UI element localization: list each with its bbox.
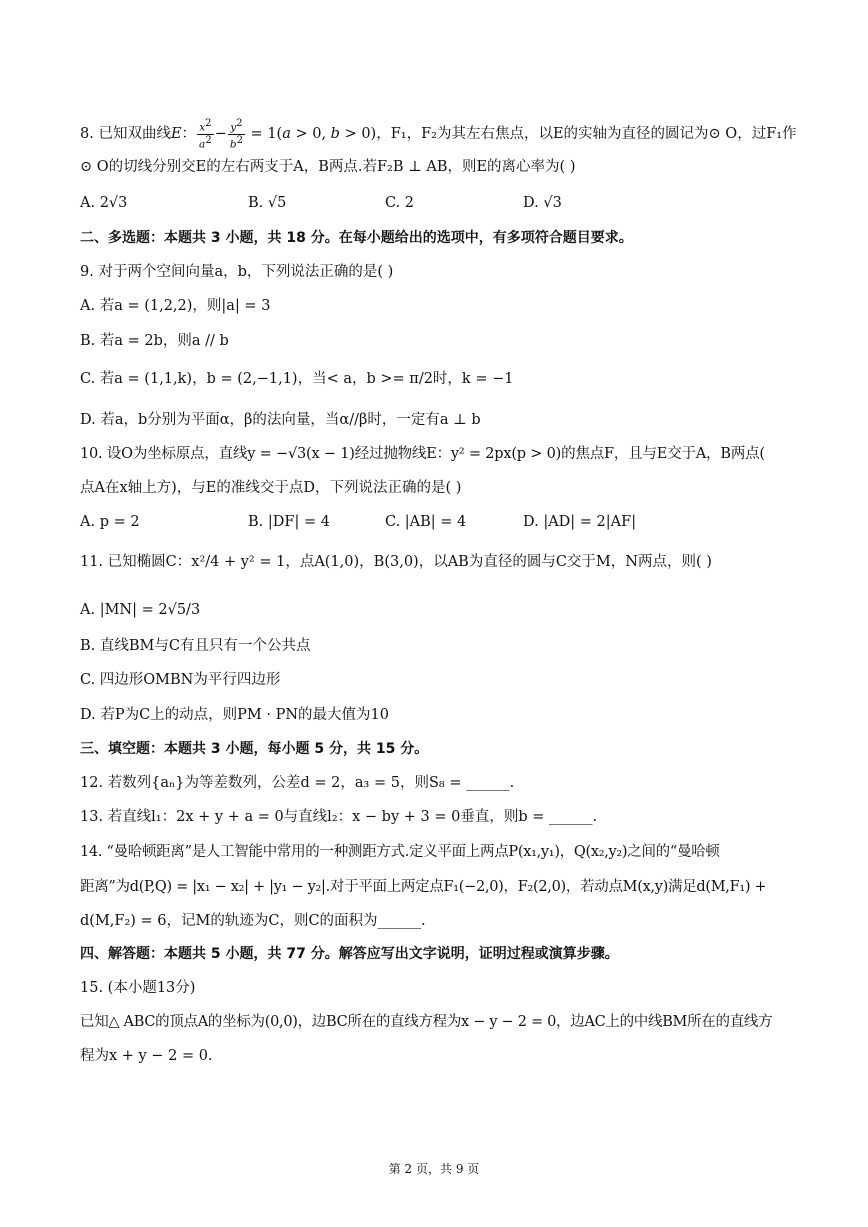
q11-option-a: A. |MN| = 2√5/3 xyxy=(80,602,201,618)
q8-frac-y: $\frac{y^2}{b^2}$ xyxy=(229,118,243,150)
q10-option-d: D. |AD| = 2|AF| xyxy=(523,514,637,530)
q8-option-c: C. 2 xyxy=(385,195,415,211)
q15-line-1: 已知△ ABC的顶点A的坐标为(0,0)，边BC所在的直线方程为x − y − 2 = 0，边AC上的中线BM所在的直线方 xyxy=(80,1014,773,1030)
q12-text: 12. 若数列{aₙ}为等差数列，公差d = 2，a₃ = 5，则S₈ = ______. xyxy=(80,775,515,791)
q8-line-2: ⊙ O的切线分别交E的左右两支于A，B两点.若F₂B ⊥ AB，则E的离心率为( ) xyxy=(80,159,576,175)
q15-line-2: 程为x + y − 2 = 0. xyxy=(80,1048,213,1064)
section-4-heading: 四、解答题：本题共 5 小题，共 77 分。解答应写出文字说明，证明过程或演算步骤。 xyxy=(80,946,619,962)
q10-line-2: 点A在x轴上方)，与E的准线交于点D，下列说法正确的是( ) xyxy=(80,480,462,496)
q14-line-2: 距离”为d(P,Q) = |x₁ − x₂| + |y₁ − y₂|.对于平面上两定点F₁(−2,0)，F₂(2,0)，若动点M(x,y)满足d(M,F₁) + xyxy=(80,879,767,895)
q8-stem-rest: ，F₁，F₂为其左右焦点，以E的实轴为直径的圆记为⊙ O，过F₁作 xyxy=(376,126,797,142)
section-3-heading: 三、填空题：本题共 3 小题，每小题 5 分，共 15 分。 xyxy=(80,741,429,757)
q9-option-b: B. 若a = 2b，则a // b xyxy=(80,333,229,349)
q8-option-a: A. 2√3 xyxy=(80,195,128,211)
q10-option-b: B. |DF| = 4 xyxy=(248,514,330,530)
q8-option-d: D. √3 xyxy=(523,195,562,211)
q9-option-d: D. 若a，b分别为平面α，β的法向量，当α//β时，一定有a ⊥ b xyxy=(80,412,481,428)
q8-stem-start: 8. 已知双曲线 xyxy=(80,126,171,142)
q10-option-c: C. |AB| = 4 xyxy=(385,514,467,530)
q14-line-3: d(M,F₂) = 6，记M的轨迹为C，则C的面积为______. xyxy=(80,913,426,929)
q13-text: 13. 若直线l₁：2x + y + a = 0与直线l₂：x − by + 3 = 0垂直，则b = ______. xyxy=(80,809,598,825)
q9-option-a: A. 若a = (1,2,2)，则|a| = 3 xyxy=(80,298,271,314)
q11-option-c: C. 四边形OMBN为平行四边形 xyxy=(80,672,281,688)
q10-option-a: A. p = 2 xyxy=(80,514,140,530)
q14-line-1: 14. “曼哈顿距离”是人工智能中常用的一种测距方式.定义平面上两点P(x₁,y₁)，Q(x₂,y₂)之间的“曼哈顿 xyxy=(80,844,720,860)
q11-stem: 11. 已知椭圆C：x²/4 + y² = 1，点A(1,0)，B(3,0)，以AB为直径的圆与C交于M，N两点，则( ) xyxy=(80,554,712,570)
q10-line-1: 10. 设O为坐标原点，直线y = −√3(x − 1)经过抛物线E：y² = 2px(p > 0)的焦点F，且与E交于A，B两点( xyxy=(80,446,765,462)
q15-heading: 15. (本小题13分) xyxy=(80,980,196,996)
section-2-heading: 二、多选题：本题共 3 小题，共 18 分。在每小题给出的选项中，有多项符合题目要求。 xyxy=(80,230,633,246)
q8-frac-x: $\frac{x^2}{a^2}$ xyxy=(199,118,212,150)
q8-option-b: B. √5 xyxy=(248,195,287,211)
q9-option-c: C. 若a = (1,1,k)，b = (2,−1,1)，当< a，b >= π/2时，k = −1 xyxy=(80,371,514,387)
q8-line-1: 8. 已知双曲线E： $\frac{x^2}{a^2}$ − $\frac{y^2}{b^2}$ = 1(a > 0, b > 0)，F₁，F₂为其左右焦点，以E的实轴为直径的圆记为⊙ O，过F₁作 xyxy=(80,118,797,150)
q11-option-d: D. 若P为C上的动点，则PM · PN的最大值为10 xyxy=(80,707,390,723)
q9-stem: 9. 对于两个空间向量a，b，下列说法正确的是( ) xyxy=(80,264,394,280)
page-footer: 第 2 页，共 9 页 xyxy=(388,1162,480,1176)
q11-option-b: B. 直线BM与C有且只有一个公共点 xyxy=(80,638,311,654)
